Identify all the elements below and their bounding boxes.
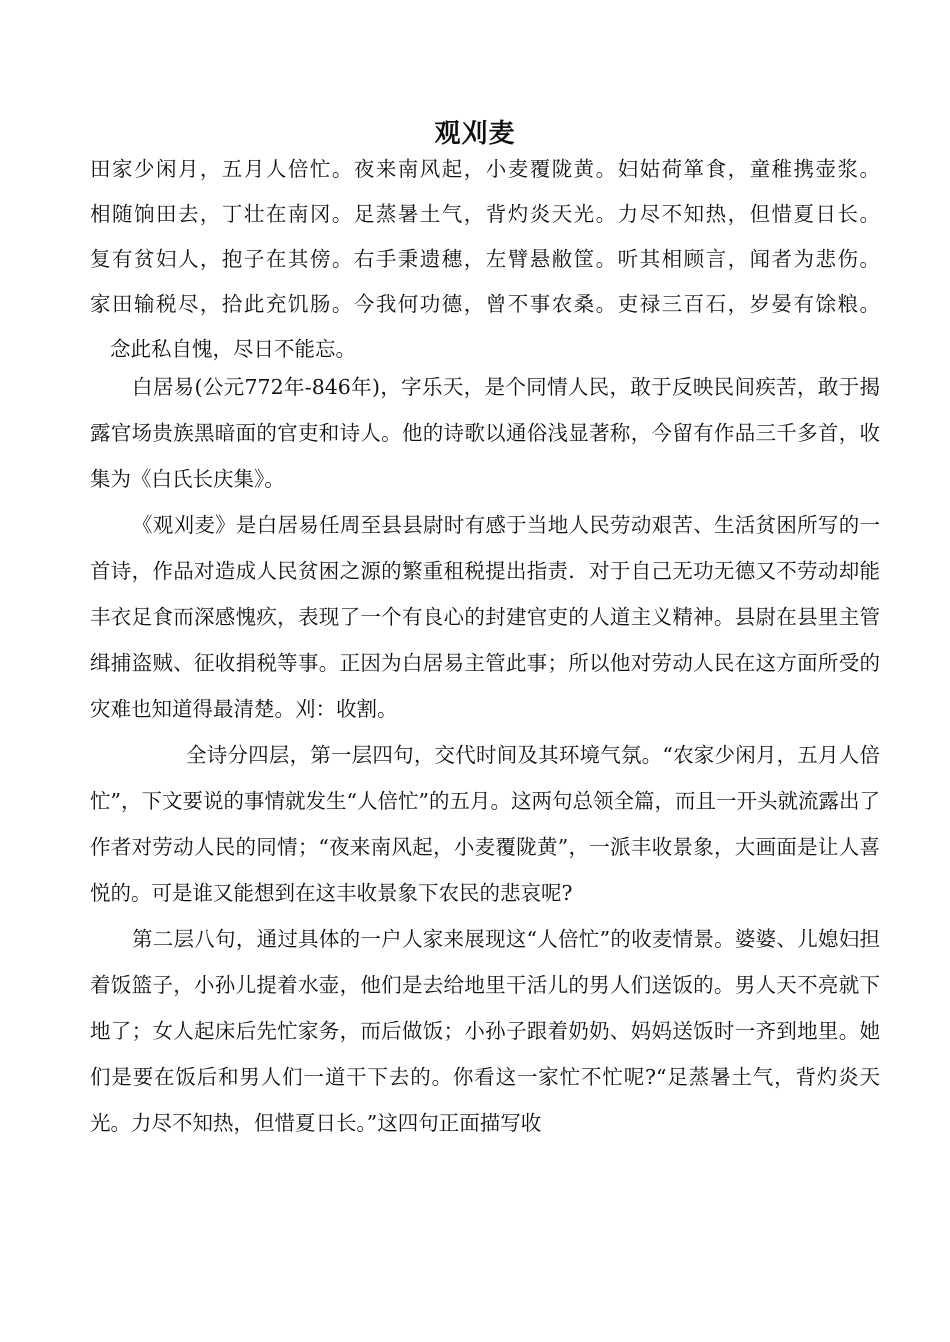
poem-block (90, 150, 880, 375)
paragraph-poem-background: 《观刈麦》是白居易任周至县县尉时有感于当地人民劳动艰苦、生活贫困所写的一首诗，作品对造成人民贫困之源的繁重租税提出指责．对于自己无功无德又不劳动却能丰衣足食而深感愧疚，表现了一个有良心的封建官吏的人道主义精神。县尉在县里主管缉捕盗贼、征收捐税等事。正因为白居易主管此事；所以他对劳动人民在这方面所受的灾难也知道得最清楚。刈：收割。 (90, 513, 880, 721)
paragraph-first-layer: 全诗分四层，第一层四句，交代时间及其环境气氛。“农家少闲月，五月人倍忙”，下文要说的事情就发生“人倍忙”的五月。这两句总领全篇，而且一开头就流露出了作者对劳动人民的同情；“夜来南风起，小麦覆陇黄”，一派丰收景象，大画面是让人喜悦的。可是谁又能想到在这丰收景象下农民的悲哀呢? (90, 743, 880, 905)
page-title: 观刈麦 (434, 119, 516, 149)
poem-line: 相随饷田去，丁壮在南冈。足蒸暑土气，背灼炎天光。力尽不知热，但惜夏日长。 (90, 202, 880, 226)
poem-line: 田家少闲月，五月人倍忙。夜来南风起，小麦覆陇黄。妇姑荷箪食，童稚携壶浆。 (90, 157, 880, 181)
commentary-body (90, 364, 880, 1146)
paragraph-second-layer: 第二层八句，通过具体的一户人家来展现这“人倍忙”的收麦情景。婆婆、儿媳妇担着饭篮子，小孙儿提着水壶，他们是去给地里干活儿的男人们送饭的。男人天不亮就下地了；女人起床后先忙家务，而后做饭；小孙子跟着奶奶、妈妈送饭时一齐到地里。她们是要在饭后和男人们一道干下去的。你看这一家忙不忙呢?“足蒸暑土气，背灼炎天光。力尽不知热，但惜夏日长。”这四句正面描写收 (90, 927, 880, 1135)
poem-line: 家田输税尽，拾此充饥肠。今我何功德，曾不事农桑。吏禄三百石，岁晏有馀粮。 (90, 292, 880, 316)
poem-line: 复有贫妇人，抱子在其傍。右手秉遗穗，左臂悬敝筐。听其相顾言，闻者为悲伤。 (90, 247, 880, 271)
paragraph-author-intro: 白居易(公元772年-846年)，字乐天，是个同情人民，敢于反映民间疾苦，敢于揭露官场贵族黑暗面的官吏和诗人。他的诗歌以通俗浅显著称，今留有作品三千多首，收集为《白氏长庆集》。 (90, 375, 880, 491)
poem-line: 念此私自愧，尽日不能忘。 (110, 337, 356, 361)
